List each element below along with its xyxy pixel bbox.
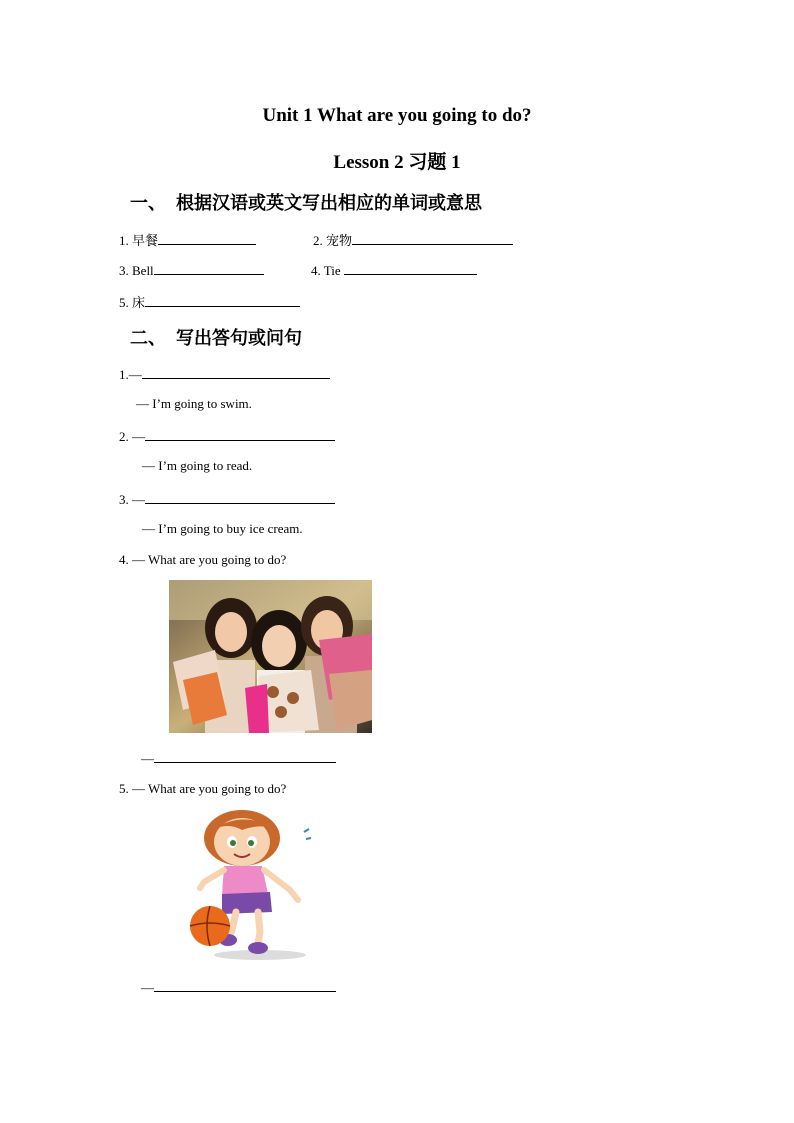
girl-basketball-cartoon: [188, 808, 324, 963]
question-4: 4. — What are you going to do?: [119, 552, 287, 567]
question-prefix: 3. —: [119, 492, 145, 507]
reply-prefix: —: [141, 751, 154, 766]
page-title: Unit 1 What are you going to do?: [262, 105, 532, 126]
vocab-label: 2. 宠物: [313, 233, 353, 248]
question-1: [119, 365, 330, 383]
answer-line[interactable]: [154, 261, 264, 275]
answer-line[interactable]: [154, 749, 336, 763]
reply-5: [141, 978, 336, 996]
answer-2: — I’m going to read.: [142, 458, 253, 473]
reply-4: [141, 749, 336, 767]
answer-line[interactable]: [344, 261, 477, 275]
answer-line[interactable]: [145, 427, 335, 441]
vocab-item-4: [311, 261, 477, 279]
section1-number: 一、: [130, 193, 166, 214]
vocab-label: 5. 床: [119, 295, 146, 310]
answer-line[interactable]: [145, 293, 300, 307]
answer-line[interactable]: [352, 231, 513, 245]
reply-prefix: —: [141, 980, 154, 995]
answer-line[interactable]: [145, 490, 335, 504]
lesson-subtitle: Lesson 2 习题 1: [333, 152, 461, 173]
section2-heading: 写出答句或问句: [176, 328, 302, 349]
vocab-item-5: [119, 292, 300, 311]
answer-line[interactable]: [158, 231, 256, 245]
answer-1: — I’m going to swim.: [136, 396, 252, 411]
vocab-label: 1. 早餐: [119, 233, 159, 248]
answer-line[interactable]: [154, 978, 336, 992]
question-2: [119, 427, 335, 445]
shopping-girls-photo: [169, 580, 372, 733]
section2-number: 二、: [130, 328, 166, 349]
question-5: 5. — What are you going to do?: [119, 781, 287, 796]
question-prefix: 1.—: [119, 367, 142, 382]
question-3: [119, 490, 335, 508]
section1-heading: 根据汉语或英文写出相应的单词或意思: [176, 193, 482, 214]
vocab-label: 3. Bell: [119, 263, 154, 278]
vocab-item-3: [119, 261, 264, 279]
vocab-label: 4. Tie: [311, 263, 344, 278]
answer-line[interactable]: [142, 365, 330, 379]
basketball-cartoon-graphic: [188, 808, 324, 963]
question-prefix: 2. —: [119, 429, 145, 444]
answer-3: — I’m going to buy ice cream.: [142, 521, 303, 536]
shopping-photo-graphic: [169, 580, 372, 733]
vocab-item-1: [119, 230, 256, 249]
vocab-item-2: [313, 230, 513, 249]
